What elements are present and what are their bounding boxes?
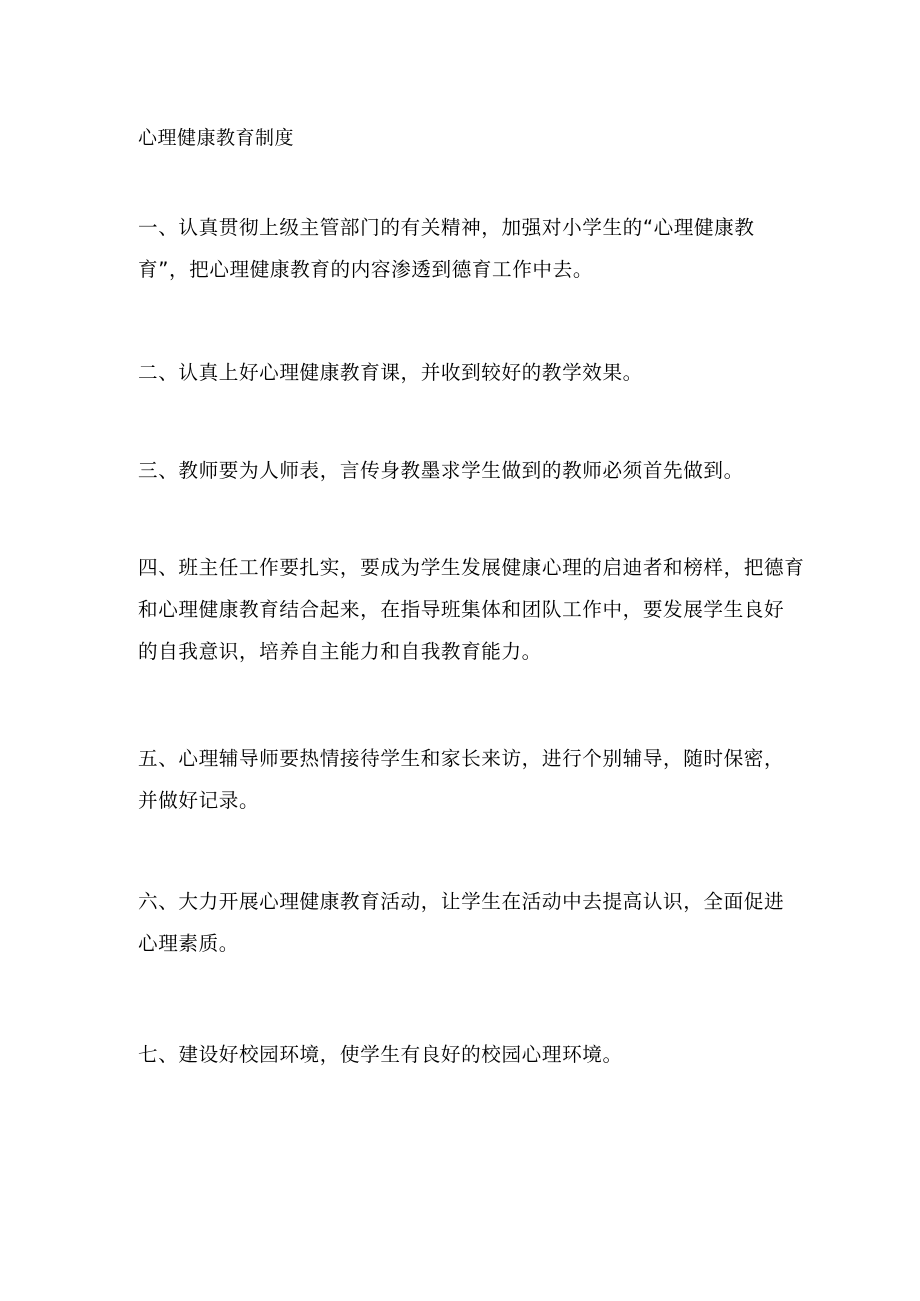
paragraph-line: 二、认真上好心理健康教育课，并收到较好的教学效果。 <box>138 361 643 384</box>
paragraph-line: 和心理健康教育结合起来，在指导班集体和团队工作中，要发展学生良好 <box>138 598 785 621</box>
paragraph-line: 七、建设好校园环境，使学生有良好的校园心理环境。 <box>138 1043 623 1066</box>
paragraph-5 <box>138 738 798 822</box>
paragraph-2 <box>138 352 798 394</box>
paragraph-4 <box>138 547 805 673</box>
paragraph-6 <box>138 881 798 965</box>
paragraph-line: 并做好记录。 <box>138 789 260 812</box>
paragraph-line: 六、大力开展心理健康教育活动，让学生在活动中去提高认识，全面促进 <box>138 890 785 913</box>
paragraph-line: 三、教师要为人师表，言传身教墨求学生做到的教师必须首先做到。 <box>138 459 744 482</box>
paragraph-line: 五、心理辅导师要热情接待学生和家长来访，进行个别辅导，随时保密， <box>138 747 785 770</box>
paragraph-1 <box>138 207 798 291</box>
paragraph-line: 的自我意识，培养自主能力和自我教育能力。 <box>138 640 542 663</box>
paragraph-7 <box>138 1034 798 1076</box>
paragraph-line: 育”，把心理健康教育的内容渗透到德育工作中去。 <box>138 258 594 281</box>
paragraph-3 <box>138 450 798 492</box>
document-title: 心理健康教育制度 <box>138 127 295 149</box>
paragraph-line: 心理素质。 <box>138 932 239 955</box>
paragraph-line: 一、认真贯彻上级主管部门的有关精神，加强对小学生的“心理健康教 <box>138 216 755 239</box>
paragraph-line: 四、班主任工作要扎实，要成为学生发展健康心理的启迪者和榜样，把德育 <box>138 556 805 579</box>
